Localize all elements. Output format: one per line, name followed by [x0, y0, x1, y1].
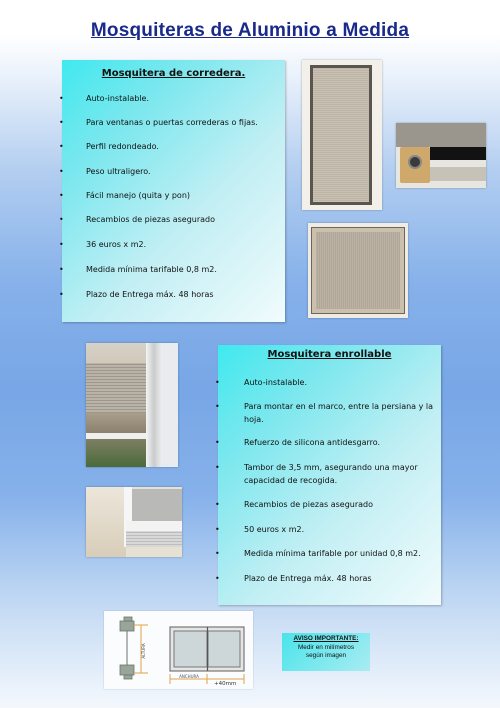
- list-item: [59, 140, 279, 153]
- list-item-text: Para montar en el marco, entre la persiana y la hoja.: [244, 402, 434, 424]
- list-item: [215, 523, 435, 536]
- list-item: [215, 376, 435, 389]
- bullet-icon: •: [59, 290, 64, 299]
- sliding-screen-photo: [302, 60, 382, 210]
- aviso-box: [282, 633, 370, 671]
- altura-label: ALTURA: [141, 643, 146, 659]
- card-corredera-heading: Mosquitera de corredera.: [101, 68, 246, 79]
- list-item: [59, 288, 279, 301]
- card-enrollable-heading: Mosquitera enrollable: [267, 349, 392, 360]
- page-title-text: Mosquiteras de Aluminio a Medida: [90, 20, 410, 41]
- list-item-text: Perfil redondeado.: [86, 142, 159, 151]
- bullet-icon: •: [59, 215, 64, 224]
- list-item-text: Auto-instalable.: [244, 378, 307, 387]
- aviso-heading: AVISO IMPORTANTE:: [293, 635, 359, 642]
- bullet-icon: •: [215, 402, 220, 411]
- list-item: [59, 263, 279, 276]
- bullet-icon: •: [215, 500, 220, 509]
- bullet-icon: •: [59, 142, 64, 151]
- page-title: [0, 20, 500, 42]
- measurement-diagram: [104, 611, 253, 689]
- anchura-label: ANCHURA: [179, 674, 199, 679]
- list-item-text: Recambios de piezas asegurado: [244, 500, 374, 509]
- list-item-text: Medida mínima tarifable por unidad 0,8 m2.: [244, 549, 421, 558]
- roller-detail-photo: [396, 123, 486, 188]
- bullet-icon: •: [59, 265, 64, 274]
- list-item: [215, 400, 435, 426]
- list-item-text: 36 euros x m2.: [86, 240, 147, 249]
- bullet-icon: •: [215, 438, 220, 447]
- bullet-icon: •: [215, 525, 220, 534]
- bullet-icon: •: [59, 94, 64, 103]
- card-corredera: [59, 60, 285, 322]
- bullet-icon: •: [215, 574, 220, 583]
- aviso-line2: según imagen: [305, 652, 347, 659]
- list-item: [215, 547, 435, 560]
- list-item-text: Medida mínima tarifable 0,8 m2.: [86, 265, 217, 274]
- list-item-text: Fácil manejo (quita y pon): [86, 191, 191, 200]
- bullet-icon: •: [215, 549, 220, 558]
- list-item: [59, 116, 279, 129]
- bullet-icon: •: [59, 191, 64, 200]
- list-item: [215, 572, 435, 585]
- aviso-line1: Medir en milímetros: [297, 643, 355, 651]
- measurement-diagram-svg: [104, 611, 253, 689]
- list-item: [59, 189, 279, 202]
- list-item-text: Para ventanas o puertas correderas o fijas.: [86, 118, 258, 127]
- framed-screen-photo: [308, 223, 408, 318]
- list-item: [215, 461, 435, 487]
- list-item-text: Recambios de piezas asegurado: [86, 215, 216, 224]
- list-item: [59, 238, 279, 251]
- bullet-icon: •: [59, 240, 64, 249]
- bullet-icon: •: [215, 378, 220, 387]
- plus-40mm-label: +40mm: [214, 681, 237, 687]
- list-item-text: Plazo de Entrega máx. 48 horas: [86, 290, 214, 299]
- list-item: [215, 436, 435, 449]
- bullet-icon: •: [59, 167, 64, 176]
- list-item-text: Refuerzo de silicona antidesgarro.: [244, 438, 381, 447]
- list-item-text: Auto-instalable.: [86, 94, 149, 103]
- list-item-text: Peso ultraligero.: [86, 167, 151, 176]
- window-corner-photo: [86, 487, 182, 557]
- list-item-text: Tambor de 3,5 mm, asegurando una mayor capacidad de recogida.: [244, 463, 418, 485]
- bullet-icon: •: [215, 463, 220, 472]
- list-item: [59, 213, 279, 226]
- list-item: [59, 92, 279, 105]
- card-enrollable: [215, 345, 441, 605]
- list-item-text: 50 euros x m2.: [244, 525, 305, 534]
- bullet-icon: •: [59, 118, 64, 127]
- roller-window-photo: [86, 343, 178, 467]
- list-item: [215, 498, 435, 511]
- list-item-text: Plazo de Entrega máx. 48 horas: [244, 574, 372, 583]
- list-item: [59, 165, 279, 178]
